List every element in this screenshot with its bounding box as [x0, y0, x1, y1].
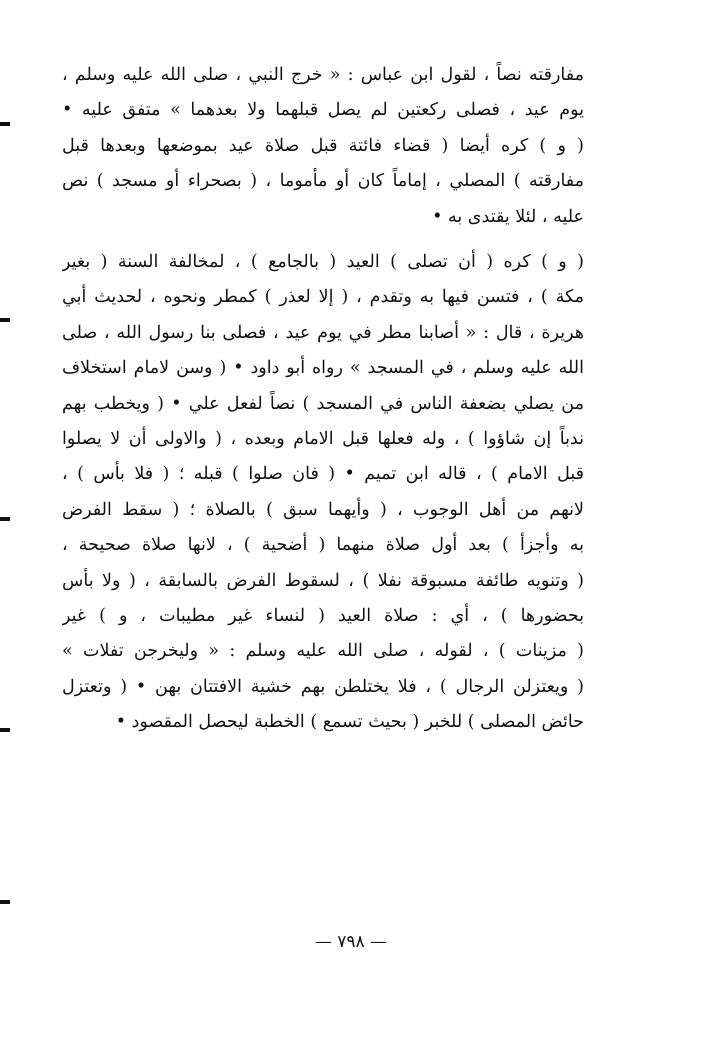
text-line: بحضورها ) ، أي : صلاة العيد ( لنساء غير مطيبات ، و ) غير	[62, 605, 584, 626]
text-line: مكة ) ، فتسن فيها به وتقدم ، ( إلا لعذر ) كمطر ونحوه ، لحديث أبي	[62, 287, 584, 308]
text-line: ( و ) كره أيضا ( قضاء فائتة قبل صلاة عيد بموضعها وبعدها قبل	[62, 135, 584, 156]
binding-mark	[0, 517, 10, 521]
text-line: من يصلي بضعفة الناس في المسجد ) نصاً لفعل علي • ( ويخطب بهم	[62, 393, 584, 414]
paragraph-1	[62, 58, 584, 235]
text-line: ( ويعتزلن الرجال ) ، فلا يختلطن بهم خشية الافتتان بهن • ( وتعتزل	[62, 676, 584, 697]
binding-mark	[0, 728, 10, 732]
text-line: ( و ) كره ( أن تصلى ) العيد ( بالجامع ) ، لمخالفة السنة ( بغير	[62, 252, 584, 272]
text-line: قبل الامام ) ، قاله ابن تميم • ( فان صلوا ) قبله ؛ ( فلا بأس ) ،	[62, 464, 584, 485]
page-number: — ٧٩٨ —	[314, 932, 388, 952]
text-line: ( مزينات ) ، لقوله ، صلى الله عليه وسلم : « وليخرجن تفلات »	[62, 641, 584, 662]
binding-mark	[0, 318, 10, 322]
text-line: مفارقته ) المصلي ، إماماً كان أو مأموما ، ( بصحراء أو مسجد ) نص	[62, 171, 584, 192]
text-line: مفارقته نصاً ، لقول ابن عباس : « خرج النبي ، صلى الله عليه وسلم ،	[62, 65, 584, 85]
text-line: لانهم من أهل الوجوب ، ( وأيهما سبق ) بالصلاة ؛ ( سقط الفرض	[62, 499, 584, 520]
text-line: عليه ، لئلا يقتدى به •	[432, 206, 584, 227]
text-line: الله عليه وسلم ، في المسجد » رواه أبو داود • ( وسن لامام استخلاف	[62, 358, 584, 379]
paragraph-2	[62, 245, 584, 740]
binding-mark	[0, 900, 10, 904]
text-line: ( وتنويه طائفة مسبوقة نفلا ) ، لسقوط الفرض بالسابقة ، ( ولا بأس	[62, 570, 584, 591]
text-line: به وأجزأ ) بعد أول صلاة منهما ( أضحية ) ، لانها صلاة صحيحة ،	[62, 535, 584, 556]
binding-mark	[0, 122, 10, 126]
text-line: ندباً إن شاؤوا ) ، وله فعلها قبل الامام وبعده ، ( والاولى أن لا يصلوا	[62, 428, 584, 449]
text-line: يوم عيد ، فصلى ركعتين لم يصل قبلهما ولا بعدهما » متفق عليه •	[62, 100, 584, 121]
text-line: هريرة ، قال : « أصابنا مطر في يوم عيد ، فصلى بنا رسول الله ، صلى	[62, 322, 584, 343]
text-line: حائض المصلى ) للخبر ( بحيث تسمع ) الخطبة ليحصل المقصود •	[115, 712, 584, 733]
